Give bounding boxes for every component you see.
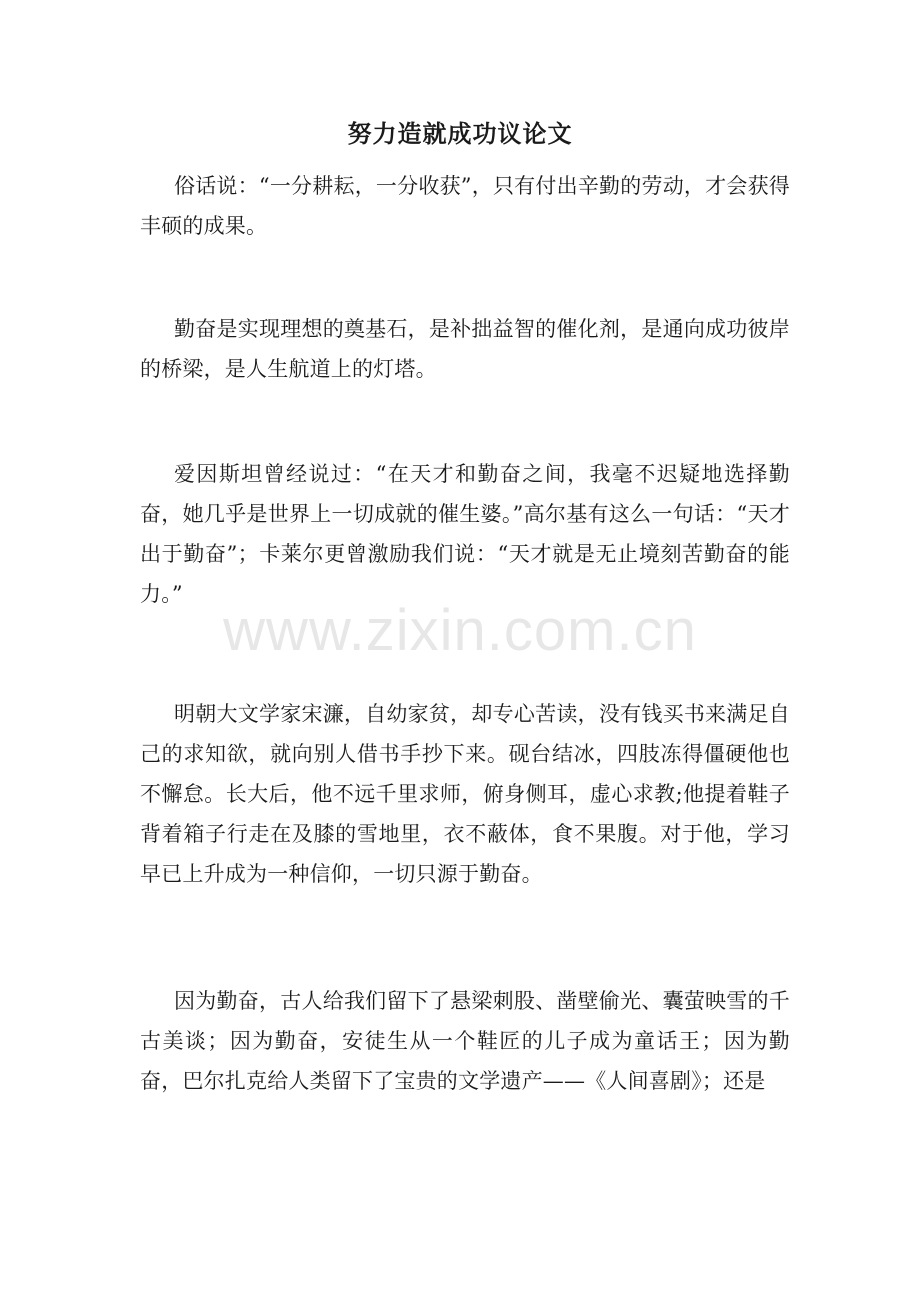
paragraph-diligence-metaphors: 勤奋是实现理想的奠基石，是补拙益智的催化剂，是通向成功彼岸的桥梁，是人生航道上的灯塔。 (140, 317, 790, 381)
site-watermark: www.zixin.com.cn (223, 598, 697, 663)
paragraph-song-lian: 明朝大文学家宋濂，自幼家贫，却专心苦读，没有钱买书来满足自己的求知欲，就向别人借书手抄下来。砚台结冰，四肢冻得僵硬他也不懈怠。长大后，他不远千里求师，俯身侧耳，虚心求教;他提着鞋子背着箱子行走在及膝的雪地里，衣不蔽体，食不果腹。对于他，学习早已上升成为一种信仰，一切只源于勤奋。 (140, 702, 790, 886)
paragraph-proverb: 俗话说：“一分耕耘，一分收获”，只有付出辛勤的劳动，才会获得丰硕的成果。 (140, 174, 790, 238)
paragraph-examples: 因为勤奋，古人给我们留下了悬梁刺股、凿壁偷光、囊萤映雪的千古美谈；因为勤奋，安徒生从一个鞋匠的儿子成为童话王；因为勤奋，巴尔扎克给人类留下了宝贵的文学遗产——《人间喜剧》；还是 (140, 989, 790, 1093)
document-title: 努力造就成功议论文 (347, 119, 573, 148)
paragraph-quotes: 爱因斯坦曾经说过：“在天才和勤奋之间，我毫不迟疑地选择勤奋，她几乎是世界上一切成就的催生婆。”高尔基有这么一句话：“天才出于勤奋”；卡莱尔更曾激励我们说：“天才就是无止境刻苦勤奋的能力。” (140, 462, 790, 606)
